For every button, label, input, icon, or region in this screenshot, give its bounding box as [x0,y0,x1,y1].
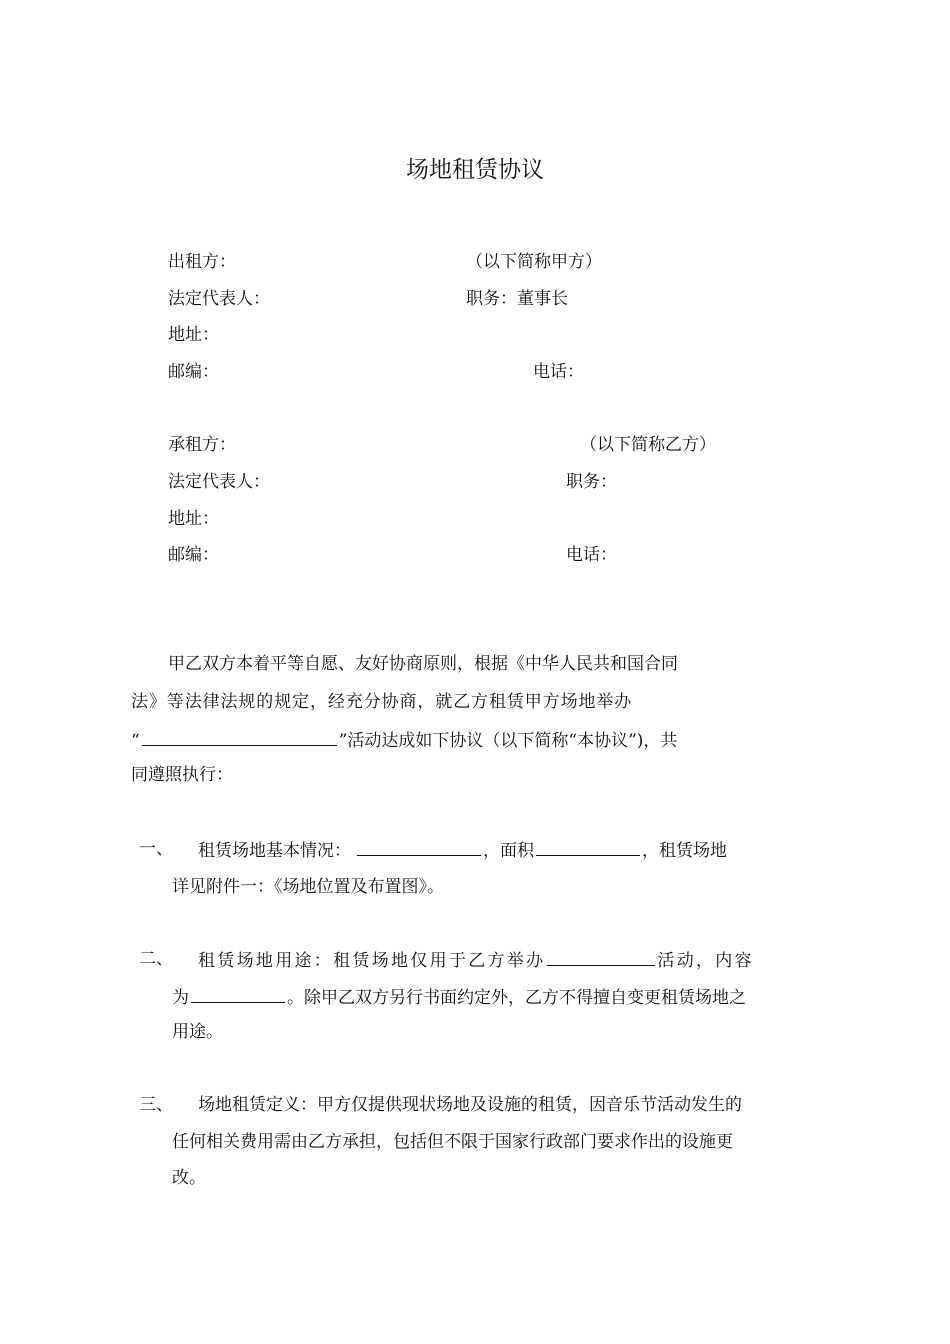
lessee-note: （以下简称乙方） [580,435,716,455]
clause-2-line-2 [172,985,746,1009]
clause-2-text-b: 活动，内容 [657,951,754,971]
lessor-phone-label: 电话： [533,362,584,382]
clause-2-line-3: 用途。 [172,1022,223,1042]
clause-2-text-c: 为 [172,988,189,1008]
lessee-postcode-label: 邮编： [168,545,219,565]
clause-2-text-d: 。除甲乙双方另行书面约定外，乙方不得擅自变更租赁场地之 [287,988,746,1008]
lessor-note: （以下简称甲方） [466,252,602,272]
clause-3-number: 三、 [139,1095,173,1115]
clause-2-line-1 [198,948,754,972]
lessee-address-label: 地址： [168,509,219,529]
preamble-line-3 [131,728,677,752]
preamble-line-1: 甲乙双方本着平等自愿、友好协商原则，根据《中华人民共和国合同 [168,654,678,674]
clause-1-text-b: ，面积 [483,841,534,861]
lessor-rep-label: 法定代表人： [168,289,270,309]
clause-3-line-1: 场地租赁定义：甲方仅提供现状场地及设施的租赁，因音乐节活动发生的 [198,1095,742,1115]
clause-1-text-c: ，租赁场地 [642,841,727,861]
lessee-position-label: 职务： [566,472,617,492]
activity-blank [547,948,655,966]
lessor-postcode-label: 邮编： [168,362,219,382]
clause-3-line-2: 任何相关费用需由乙方承担，包括但不限于国家行政部门要求作出的设施更 [172,1132,733,1152]
document-title: 场地租赁协议 [406,157,544,183]
preamble-line-3-rest: ”活动达成如下协议（以下简称“本协议”)，共 [338,731,678,751]
clause-1-text-a: 租赁场地基本情况： [198,841,351,861]
clause-1-line-2: 详见附件一：《场地位置及布置图》。 [172,877,444,897]
venue-info-blank [357,838,481,856]
preamble-line-2: 法》等法律法规的规定，经充分协商，就乙方租赁甲方场地举办 [131,692,633,712]
clause-2-text-a: 租赁场地用途：租赁场地仅用于乙方举办 [198,951,546,971]
clause-1-number: 一、 [139,839,173,859]
content-blank [191,985,285,1003]
lessor-address-label: 地址： [168,325,219,345]
event-name-blank [142,728,337,746]
clause-1-line-1 [198,838,727,862]
clause-3-line-3: 改。 [172,1168,206,1188]
lessor-label: 出租方： [168,252,236,272]
area-blank [536,838,640,856]
open-quote: “ [131,731,140,751]
lessee-phone-label: 电话： [566,545,617,565]
clause-2-number: 二、 [139,949,173,969]
lessee-label: 承租方： [168,435,236,455]
lessor-position-label: 职务：董事长 [466,289,568,309]
lessee-rep-label: 法定代表人： [168,472,270,492]
preamble-line-4: 同遵照执行： [131,765,233,785]
